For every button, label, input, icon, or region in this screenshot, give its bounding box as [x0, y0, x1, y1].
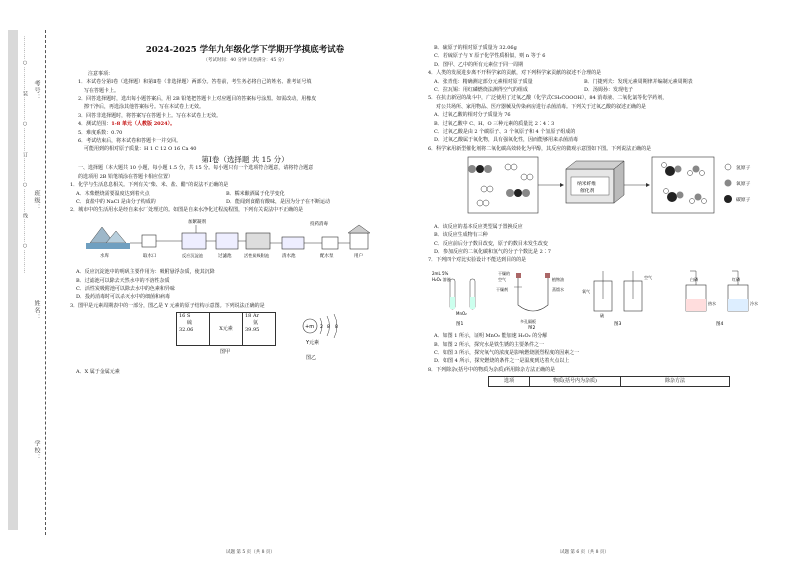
- exp3-label-sulfur: 硫: [600, 312, 604, 318]
- legend-oxygen-icon: [725, 180, 732, 187]
- question-3: 3．图甲是元素周期表中的一部分，图乙是 Y 元素的原子结构示意图。下列说法正确的是: [70, 302, 265, 309]
- q1-options-row1: [70, 190, 420, 198]
- legend-oxygen: 氧原子: [736, 182, 751, 188]
- exp2-label-water: 蒸馏水: [552, 286, 564, 292]
- ptable-ar-number: 18: [245, 313, 252, 320]
- q4-option-d: D．汤姆孙：发现电子: [584, 87, 634, 94]
- q5-option-a: A．过氧乙酸的相对分子质量为 76: [434, 112, 511, 119]
- ptable-cell-ar: [243, 312, 276, 346]
- flow-arrows: [130, 241, 350, 243]
- note-1b: 写在答题卡上。: [84, 87, 120, 94]
- y-element-label: Y元素: [306, 340, 320, 347]
- exp1-label-mno2: MnO₂: [456, 310, 467, 316]
- question-8: 8．下列除杂(括号中的物质为杂质)所用除杂方法正确的是: [428, 366, 556, 373]
- right-page-footer: 试题 第 6 页（共 8 页）: [560, 550, 609, 555]
- class-label: 班级：: [33, 190, 40, 211]
- question-5-line2: 对公共场所、家用物品、医疗器械及传染病房进行杀菌消毒。下列关于过氧乙酸的叙述正确的是: [436, 103, 647, 110]
- question-1: 1．化学与生活息息相关。下列有关“柴、米、盐、醋”的说法不正确的是: [70, 182, 229, 189]
- seal-line-text: …………○…………装…………○…………订…………○…………线…………○…………: [22, 36, 28, 274]
- name-label: 姓名：: [33, 300, 40, 321]
- number-label: 考号：: [33, 80, 40, 101]
- reaction-micro-diagram: [428, 153, 788, 219]
- q3-option-a: A．X 属于金属元素: [76, 369, 120, 376]
- exam-subtitle: （考试时间：40 分钟 试卷满分：45 分）: [203, 58, 287, 64]
- ptable-ar-name: 氩: [253, 320, 259, 327]
- experiment-1: [432, 271, 475, 327]
- atom-structure-diagram: [296, 310, 346, 350]
- q2-option-a: A．反应沉淀池中的明矾主要作用为：吸附悬浮杂质，使其沉降: [76, 269, 215, 276]
- exp1-label-volume: 2mL 5%: [432, 270, 449, 276]
- note-5: 5．难度系数：0.70: [78, 129, 123, 136]
- ptable-s-symbol: S: [186, 313, 191, 320]
- clean-water-tank: [282, 237, 304, 249]
- exp2-label-air: 空气: [498, 276, 506, 282]
- q2-option-c: C．活性炭吸附池可以除去水中的色素和异味: [76, 285, 175, 292]
- ptable-s-name: 硫: [187, 320, 193, 327]
- fig-4-caption: 图4: [716, 321, 724, 327]
- flow-label-flocculant: 加絮凝剂: [188, 219, 206, 225]
- section-intro-2: 的选项用 2B 铅笔填涂在答题卡相应位置）: [78, 173, 174, 180]
- exam-title: 2024-2025 学年九年级化学下学期开学摸底考试卷: [145, 45, 345, 55]
- test-range: 1-8 单元（人教版 2024）。: [111, 121, 176, 128]
- q4-options-row2: [428, 86, 788, 94]
- sedimentation-tank: [182, 233, 206, 249]
- note-1: 1．本试卷分第Ⅰ卷（选择题）和第Ⅱ卷（非选择题）两部分。答卷前，考生务必将自己的姓名、准考证号填: [78, 79, 312, 86]
- flow-label-user: 用户: [354, 253, 363, 259]
- q5-option-d: D．过氧乙酸属于氧化物，具有强氧化性，因而能够用来杀菌消毒: [434, 137, 579, 144]
- ptable-s-number: 16: [179, 313, 186, 320]
- q6-option-d: D．参加反应的二氧化碳和氢气的分子个数比是 2∶7: [434, 248, 551, 255]
- ptable-s-mass: 32.06: [179, 327, 194, 334]
- q3-option-b: B．硫原子的相对原子质量为 32.06g: [434, 45, 517, 51]
- exp2-label-oil: 植物油: [552, 276, 564, 282]
- atomic-masses: 可能用到的相对原子质量：H 1 C 12 O 16 Ca 40: [84, 146, 197, 153]
- fig-jia-caption: 图甲: [220, 349, 231, 356]
- flow-label-intake: 取水口: [143, 253, 157, 259]
- experiments-diagram: [428, 265, 788, 329]
- note-2b: 擦干净后，再选涂其他答案标号。写在本试卷上无效。: [84, 104, 205, 111]
- notice-heading: 注意事项：: [88, 70, 114, 77]
- q7-option-b: B．如图 2 所示，探究水是铁生锈的主要条件之一: [434, 341, 545, 348]
- ptable-ar-mass: 39.95: [245, 327, 260, 334]
- flow-label-reservoir: 水库: [100, 253, 109, 259]
- q1-option-d: D．能闻到食醋有酸味，是因为分子在不断运动: [226, 198, 331, 205]
- atom-nucleus-label: +m: [305, 324, 315, 331]
- q8-col-substance: 物质(括号内为杂质): [530, 377, 621, 385]
- shell-1-electrons: 2: [320, 325, 323, 331]
- seal-line: [45, 30, 46, 535]
- exp2-label-dry: 干燥的: [498, 270, 510, 276]
- q4-option-c: C．拉瓦锡：用红磷燃烧法测得空气的组成: [434, 87, 528, 94]
- question-5-line1: 5．在抗击新冠的战斗中，广泛使用了过氧乙酸（化学式CH₃COOOH），84 消毒液、二氧化氯等化学药剂，: [428, 95, 668, 102]
- q2-option-b: B．过滤池可以除去天然水中的不溶性杂质: [76, 277, 170, 284]
- q1-option-a: A．木柴燃烧需要温度达到着火点: [76, 190, 150, 197]
- school-label: 学校：: [33, 440, 40, 461]
- experiment-2: [496, 270, 564, 329]
- intake-box: [142, 235, 156, 247]
- reservoir-icon: [86, 227, 130, 249]
- flow-label-sedimentation: 反应沉淀池: [182, 252, 203, 258]
- fig-2-caption: 图2: [528, 325, 536, 329]
- water-treatment-flow-diagram: [70, 215, 420, 265]
- note-4: [70, 120, 420, 128]
- q6-option-a: A．该反应的基本反应类型属于置换反应: [434, 223, 523, 230]
- question-2: 2．城市中的生活用水是经自来水厂处理过的。如图是自来水净化过程流程图，下列有关说法中不正确的是: [70, 207, 304, 214]
- reactor-label-2: 催化剂: [580, 189, 595, 195]
- flow-label-carbon: 活性炭吸附池: [244, 252, 270, 258]
- q7-option-d: D．如图 4 所示，探究燃烧的条件之一是温度到达着火点以上: [434, 358, 570, 365]
- section-title: 第Ⅰ卷（选择题 共 15 分）: [201, 154, 289, 164]
- q7-option-a: A．如图 1 所示，证明 MnO₂ 能加速 H₂O₂ 的分解: [434, 333, 548, 340]
- exp2-label-plate: 多孔隔板: [520, 318, 536, 324]
- fig-1-caption: 图1: [456, 321, 464, 327]
- q3-figures: [70, 310, 420, 368]
- fig-yi-caption: 图乙: [306, 355, 317, 362]
- exp3-label-air: 空气: [644, 274, 652, 280]
- exp2-label-desiccant: 干燥剂: [496, 286, 508, 292]
- filter-tank: [216, 233, 238, 249]
- q8-col-option: 选项: [489, 377, 530, 385]
- binding-rail: [8, 30, 18, 530]
- q4-option-a: A．张青莲：精确测定部分元素相对原子质量: [434, 78, 533, 85]
- exp1-label-h2o2: H₂O₂ 溶液: [432, 276, 451, 282]
- legend-hydrogen-icon: [725, 164, 731, 170]
- flow-label-pump: 配水泵: [320, 253, 334, 259]
- reaction-arrowhead-out: [646, 183, 650, 187]
- q4-options-row1: [428, 78, 788, 86]
- q3-option-d: D．图甲、乙中的所有元素位于同一周期: [434, 61, 524, 68]
- ptable-cell-x: [210, 312, 243, 346]
- exp4-label-white-p: 白磷: [690, 276, 698, 282]
- q1-option-b: B．糯米酿酒属于化学变化: [226, 190, 285, 197]
- reaction-arrowhead-in: [560, 183, 564, 187]
- exp3-label-oxygen: 氧气: [582, 288, 590, 294]
- legend-carbon: 碳原子: [736, 198, 751, 204]
- section-intro-1: 一、选择题（本大题共 10 小题，每小题 1.5 分，共 15 分。每小题只有一个选项符合题意，请将符合题意: [78, 165, 314, 172]
- left-page-footer: 试题 第 5 页（共 8 页）: [226, 550, 275, 555]
- experiment-4: [686, 271, 758, 327]
- q8-table-header: [488, 376, 730, 386]
- flow-label-clean-water: 清水池: [282, 253, 296, 259]
- q1-options-row2: [70, 198, 420, 206]
- exp4-label-cold: 冷水: [750, 300, 758, 306]
- question-4: 4．人类的发展进步离不开科学家的贡献，对下列科学家贡献的叙述不合理的是: [428, 70, 602, 77]
- legend-hydrogen: 氢原子: [736, 166, 751, 172]
- pump-box: [322, 237, 338, 249]
- question-6: 6．科学家用新型催化剂将二氧化碳高效转化为甲醇，其反应的微观示意图如下图。下列说法正确的是: [428, 145, 652, 152]
- q4-option-b: B．门捷列夫：发现元素周期律并编制元素周期表: [584, 78, 693, 85]
- shell-2-electrons: 8: [327, 325, 330, 331]
- q5-option-c: C．过氧乙酸是由 2 个碳原子、3 个氧原子和 4 个氢原子组成的: [434, 129, 576, 136]
- binding-strip: [0, 0, 62, 562]
- fig-3-caption: 图3: [614, 321, 622, 327]
- q1-option-c: C．食盐中的 NaCl 是由分子构成的: [76, 198, 156, 205]
- carbon-tank: [246, 233, 270, 249]
- experiment-3: [582, 271, 652, 327]
- ptable-cell-s: [176, 312, 210, 346]
- note-4-label: 4．测试范围：: [78, 121, 112, 128]
- exp4-label-red-p: 红磷: [732, 276, 740, 282]
- user-building-icon: [348, 225, 370, 249]
- note-6: 6．考试结束后，将本试卷和答题卡一并交回。: [78, 138, 182, 145]
- right-page: [428, 44, 788, 387]
- shell-3-electrons: 8: [335, 325, 338, 331]
- ptable-x-symbol: X元素: [219, 326, 233, 333]
- exp4-label-hot: 热水: [708, 300, 716, 306]
- q2-option-d: D．投药消毒时可以杀灭水中的细菌和病毒: [76, 294, 171, 301]
- q6-option-c: C．反应前后分子数目改变，原子的数目未发生改变: [434, 240, 548, 247]
- q5-option-b: B．过氧乙酸中 C、H、O 三种元素的质量比 2∶4∶3: [434, 120, 555, 127]
- flow-label-filter: 过滤池: [218, 253, 232, 259]
- note-2: 2．回答选择题时，选出每小题答案后，用 2B 铅笔把答题卡上对应题目的答案标号涂黑。如需改动，用橡皮: [78, 96, 317, 103]
- ptable-ar-symbol: Ar: [252, 313, 259, 320]
- question-7: 7．下列四个对比实验设计不能达到目的的是: [428, 257, 527, 264]
- reactor-label-1: 纳米纤维: [577, 182, 597, 188]
- q7-option-c: C．如图 3 所示，探究氧气的浓度是影响燃烧剧烈程度的因素之一: [434, 349, 580, 356]
- left-page: [70, 46, 420, 377]
- legend-carbon-icon: [724, 195, 732, 203]
- periodic-table-fragment: [176, 312, 276, 346]
- note-3: 3．回答非选择题时，将答案写在答题卡上。写在本试卷上无效。: [78, 112, 222, 119]
- q6-option-b: B．该反应生成物有三种: [434, 232, 488, 239]
- q3-option-c: C．若硫原子与 Y 原子化学性质相似，则 n 等于 6: [434, 53, 546, 60]
- q8-col-method: 除杂方法: [664, 378, 685, 385]
- flow-label-disinfect: 投药消毒: [310, 221, 328, 227]
